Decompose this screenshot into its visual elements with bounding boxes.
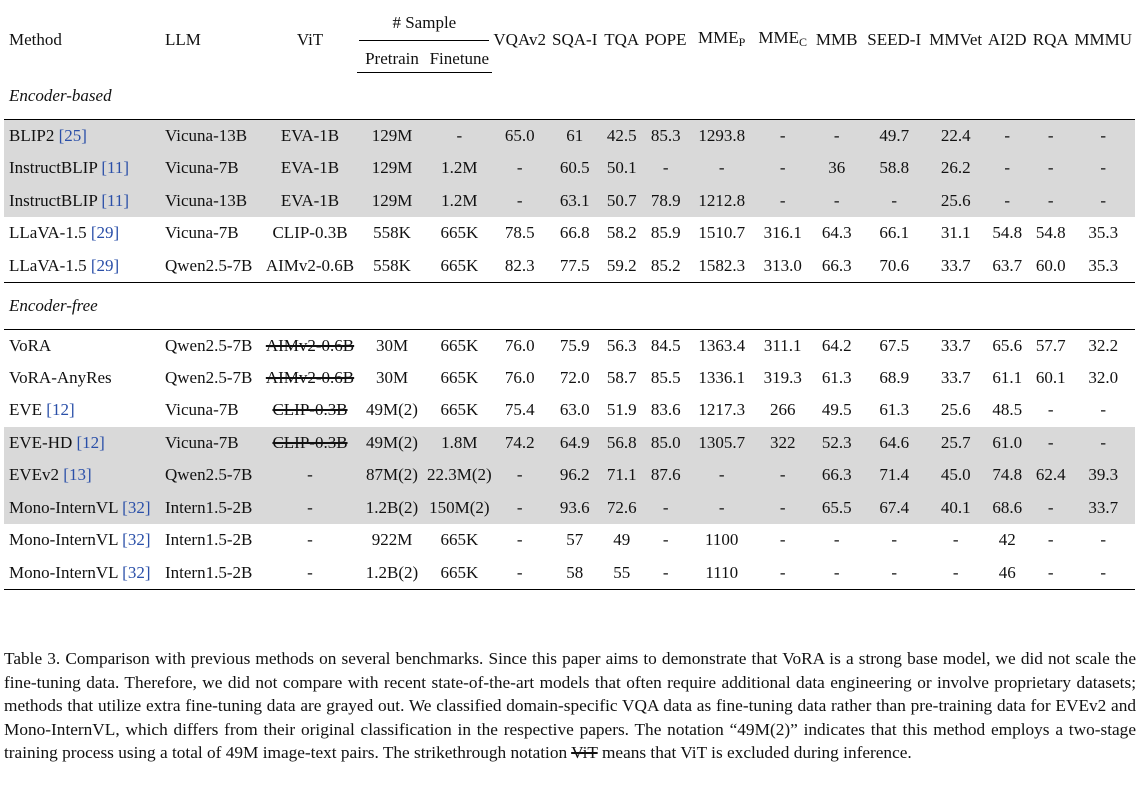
score-cell: - xyxy=(642,557,690,590)
vit-cell xyxy=(263,524,357,557)
pretrain-cell: 922M xyxy=(371,530,413,550)
col-vit: ViT xyxy=(296,30,324,50)
method-cell xyxy=(4,152,160,185)
vit-value: - xyxy=(307,530,313,550)
score-cell: - xyxy=(1047,530,1054,550)
section-encoder-based xyxy=(4,73,1135,120)
score-cell: 82.3 xyxy=(504,255,535,275)
score-cell: 64.6 xyxy=(862,427,927,460)
score-cell: 68.9 xyxy=(879,367,910,387)
score-cell: 33.7 xyxy=(940,255,971,275)
score-cell: 64.3 xyxy=(821,223,852,243)
score-cell: - xyxy=(985,152,1030,185)
citation-link: [25] xyxy=(58,126,87,145)
pretrain-cell: 30M xyxy=(357,329,427,362)
citation-link: [13] xyxy=(63,465,92,485)
score-cell: - xyxy=(985,120,1030,153)
llm-cell: Vicuna-13B xyxy=(160,185,263,218)
score-cell: 49.7 xyxy=(862,120,927,153)
method-name: Mono-InternVL xyxy=(9,562,118,582)
score-cell: 85.0 xyxy=(642,427,690,460)
vit-value: - xyxy=(307,465,313,485)
score-cell: 1582.3 xyxy=(698,255,746,275)
llm-cell: Qwen2.5-7B xyxy=(160,329,263,362)
llm-cell: Vicuna-7B xyxy=(165,223,239,243)
score-cell: 31.1 xyxy=(940,223,971,243)
vit-value: EVA-1B xyxy=(280,190,340,210)
section-label: Encoder-based xyxy=(9,86,112,105)
score-cell: 72.6 xyxy=(602,492,642,525)
score-cell: - xyxy=(1100,400,1107,420)
score-cell: - xyxy=(1100,530,1107,550)
score-cell: 33.7 xyxy=(940,367,971,387)
llm-cell: Qwen2.5-7B xyxy=(165,367,253,387)
score-cell: 42 xyxy=(998,530,1016,550)
score-cell: 66.3 xyxy=(812,459,862,492)
score-cell: - xyxy=(812,185,862,218)
method-cell xyxy=(4,459,160,492)
vit-cell xyxy=(263,394,357,427)
table-row xyxy=(4,152,1135,185)
score-cell: - xyxy=(1072,120,1135,153)
score-cell: 96.2 xyxy=(548,459,602,492)
score-cell: 64.9 xyxy=(548,427,602,460)
score-cell: 60.0 xyxy=(1035,255,1066,275)
llm-cell: Qwen2.5-7B xyxy=(165,255,253,275)
finetune-cell: 665K xyxy=(440,255,479,275)
score-cell: 25.7 xyxy=(927,427,985,460)
method-cell xyxy=(4,329,160,362)
method-cell xyxy=(4,185,160,218)
pretrain-cell: 558K xyxy=(373,255,411,275)
score-cell: 1336.1 xyxy=(698,367,746,387)
score-cell: 46 xyxy=(985,557,1030,590)
col-llm: LLM xyxy=(165,30,201,50)
score-cell: 316.1 xyxy=(763,223,802,243)
score-cell: - xyxy=(891,530,898,550)
finetune-cell: 150M(2) xyxy=(427,492,492,525)
method-name: LLaVA-1.5 xyxy=(9,223,87,243)
method-name: EVEv2 xyxy=(9,465,60,485)
score-cell: 76.0 xyxy=(504,367,535,387)
score-cell: - xyxy=(927,557,985,590)
score-cell: 58.8 xyxy=(862,152,927,185)
score-cell: 311.1 xyxy=(754,329,812,362)
score-cell: - xyxy=(779,530,786,550)
finetune-cell: 1.8M xyxy=(427,427,492,460)
score-cell: 54.8 xyxy=(992,223,1023,243)
finetune-cell: 1.2M xyxy=(427,185,492,218)
score-cell: 83.6 xyxy=(650,400,681,420)
col-rqa: RQA xyxy=(1032,30,1069,50)
pretrain-cell: 1.2B(2) xyxy=(357,492,427,525)
score-cell: 50.1 xyxy=(602,152,642,185)
score-cell: 63.0 xyxy=(559,400,590,420)
score-cell: 85.2 xyxy=(650,255,681,275)
col-pope: POPE xyxy=(644,30,687,50)
vit-cell xyxy=(263,120,357,153)
score-cell: 85.5 xyxy=(650,367,681,387)
score-cell: - xyxy=(754,557,812,590)
score-cell: 45.0 xyxy=(927,459,985,492)
method-cell xyxy=(4,217,160,250)
table-row xyxy=(4,557,1135,590)
col-mme-p: $MME_P$ xyxy=(698,28,746,50)
method-name: LLaVA-1.5 xyxy=(9,255,87,275)
vit-value: EVA-1B xyxy=(280,126,340,145)
score-cell: 84.5 xyxy=(642,329,690,362)
score-cell: - xyxy=(812,120,862,153)
score-cell: 71.4 xyxy=(862,459,927,492)
score-cell: - xyxy=(690,492,754,525)
finetune-cell: 665K xyxy=(440,223,479,243)
table-row xyxy=(4,329,1135,362)
score-cell: 1510.7 xyxy=(698,223,746,243)
score-cell: 61.1 xyxy=(992,367,1023,387)
vit-value: CLIP-0.3B xyxy=(272,432,348,452)
score-cell: - xyxy=(642,152,690,185)
score-cell: - xyxy=(1030,152,1072,185)
score-cell: 33.7 xyxy=(927,329,985,362)
score-cell: 35.3 xyxy=(1088,255,1119,275)
score-cell: - xyxy=(662,530,669,550)
score-cell: 49.5 xyxy=(821,400,852,420)
table-caption xyxy=(4,647,1136,765)
citation-link: [29] xyxy=(90,255,120,275)
vit-cell xyxy=(263,152,357,185)
score-cell: 75.4 xyxy=(504,400,535,420)
method-name: Mono-InternVL xyxy=(9,497,118,517)
score-cell: 42.5 xyxy=(602,120,642,153)
col-mme-c: $MME_C$ xyxy=(758,28,808,50)
score-cell: 60.5 xyxy=(548,152,602,185)
llm-cell: Intern1.5-2B xyxy=(160,492,263,525)
pretrain-cell: 129M xyxy=(357,120,427,153)
score-cell: 1293.8 xyxy=(690,120,754,153)
col-method: Method xyxy=(9,30,62,50)
pretrain-cell: 558K xyxy=(373,223,411,243)
method-name: VoRA xyxy=(9,335,52,355)
llm-cell: Qwen2.5-7B xyxy=(160,459,263,492)
score-cell: 62.4 xyxy=(1030,459,1072,492)
score-cell: 36 xyxy=(812,152,862,185)
score-cell: - xyxy=(833,530,840,550)
score-cell: 1110 xyxy=(690,557,754,590)
score-cell: 58 xyxy=(548,557,602,590)
score-cell: - xyxy=(1072,152,1135,185)
method-name: EVE xyxy=(9,400,43,420)
llm-cell: Vicuna-7B xyxy=(160,152,263,185)
score-cell: 25.6 xyxy=(940,400,971,420)
col-mmvet: MMVet xyxy=(929,30,983,50)
score-cell: 66.1 xyxy=(879,223,910,243)
score-cell: 60.1 xyxy=(1035,367,1066,387)
pretrain-cell: 129M xyxy=(357,185,427,218)
pretrain-cell: 1.2B(2) xyxy=(357,557,427,590)
score-cell: 57.7 xyxy=(1030,329,1072,362)
vit-cell xyxy=(263,492,357,525)
score-cell: 85.3 xyxy=(642,120,690,153)
method-name: InstructBLIP xyxy=(9,190,98,210)
pretrain-cell: 49M(2) xyxy=(357,427,427,460)
vit-value: AIMv2-0.6B xyxy=(265,255,355,275)
score-cell: 76.0 xyxy=(492,329,548,362)
score-cell: 65.6 xyxy=(985,329,1030,362)
vit-cell xyxy=(263,217,357,250)
method-name: BLIP2 xyxy=(9,126,55,145)
citation-link: [32] xyxy=(122,562,151,582)
finetune-cell: 665K xyxy=(440,530,479,550)
col-finetune: Finetune xyxy=(427,45,492,73)
citation-link: [32] xyxy=(122,497,151,517)
col-pretrain: Pretrain xyxy=(357,45,427,73)
score-cell: 266 xyxy=(769,400,796,420)
finetune-cell: 1.2M xyxy=(427,152,492,185)
score-cell: 78.9 xyxy=(642,185,690,218)
vit-value: CLIP-0.3B xyxy=(272,400,348,420)
pretrain-cell: 87M(2) xyxy=(357,459,427,492)
method-name: EVE-HD xyxy=(9,432,73,452)
score-cell: 65.5 xyxy=(812,492,862,525)
method-cell xyxy=(4,250,160,283)
table-row xyxy=(4,250,1135,283)
method-cell xyxy=(4,524,160,557)
citation-link: [11] xyxy=(101,158,130,178)
col-mmmu: MMMU xyxy=(1074,30,1133,50)
score-cell: 61 xyxy=(548,120,602,153)
score-cell: 74.2 xyxy=(492,427,548,460)
method-cell xyxy=(4,557,160,590)
llm-cell: Intern1.5-2B xyxy=(160,557,263,590)
caption-text: Table 3. Comparison with previous methods on several benchmarks. Since this paper aims to demonstrate that VoRA is a strong base model, we did not scale the fine-tuning data. Therefore, we did not compare with recent state-of-the-art models that often require additional data engineering or involve proprietary datasets; methods that utilize extra fine-tuning data are grayed out. We classified domain-specific VQA data as fine-tuning data rather than pre-training data for EVEv2 and Mono-InternVL, which differs from their original classification in the respective papers. The notation “49M(2)” indicates that this method employs a two-stage training process using a total of 49M image-text pairs. The strikethrough notation xyxy=(4,649,1136,762)
score-cell: - xyxy=(1030,185,1072,218)
method-cell xyxy=(4,492,160,525)
finetune-cell: 665K xyxy=(440,367,479,387)
score-cell: 50.7 xyxy=(602,185,642,218)
score-cell: - xyxy=(952,530,959,550)
score-cell: 58.2 xyxy=(606,223,637,243)
col-vqav2: VQAv2 xyxy=(493,30,546,50)
score-cell: - xyxy=(1047,400,1054,420)
vit-value: EVA-1B xyxy=(280,158,340,178)
score-cell: 75.9 xyxy=(548,329,602,362)
table-row xyxy=(4,394,1135,427)
score-cell: 70.6 xyxy=(879,255,910,275)
score-cell: 61.3 xyxy=(879,400,910,420)
section-encoder-free xyxy=(4,282,1135,329)
citation-link: [12] xyxy=(76,432,105,452)
finetune-cell: 22.3M(2) xyxy=(427,459,492,492)
llm-cell: Vicuna-13B xyxy=(160,120,263,153)
score-cell: 313.0 xyxy=(763,255,802,275)
score-cell: 85.9 xyxy=(650,223,681,243)
score-cell: - xyxy=(1030,557,1072,590)
table-row xyxy=(4,185,1135,218)
benchmark-table xyxy=(4,8,1135,590)
score-cell: 48.5 xyxy=(992,400,1023,420)
pretrain-cell: 30M xyxy=(375,367,409,387)
vit-value: AIMv2-0.6B xyxy=(265,335,355,355)
score-cell: 67.5 xyxy=(862,329,927,362)
score-cell: 32.2 xyxy=(1072,329,1135,362)
score-cell: 72.0 xyxy=(559,367,590,387)
vit-value: - xyxy=(307,562,313,582)
score-cell: 55 xyxy=(602,557,642,590)
score-cell: - xyxy=(516,530,523,550)
score-cell: 51.9 xyxy=(606,400,637,420)
score-cell: - xyxy=(492,557,548,590)
llm-cell: Vicuna-7B xyxy=(160,427,263,460)
score-cell: 74.8 xyxy=(985,459,1030,492)
score-cell: 56.3 xyxy=(602,329,642,362)
score-cell: - xyxy=(1072,557,1135,590)
score-cell: - xyxy=(492,152,548,185)
score-cell: - xyxy=(690,152,754,185)
table-row xyxy=(4,492,1135,525)
citation-link: [29] xyxy=(90,223,120,243)
table-row xyxy=(4,459,1135,492)
table-row xyxy=(4,120,1135,153)
score-cell: 1217.3 xyxy=(698,400,746,420)
finetune-cell: - xyxy=(427,120,492,153)
score-cell: - xyxy=(492,492,548,525)
score-cell: 33.7 xyxy=(1072,492,1135,525)
score-cell: 63.7 xyxy=(992,255,1023,275)
method-name: Mono-InternVL xyxy=(9,530,118,550)
score-cell: - xyxy=(754,185,812,218)
vit-value: CLIP-0.3B xyxy=(272,223,348,243)
citation-link: [32] xyxy=(122,530,151,550)
vit-value: AIMv2-0.6B xyxy=(265,367,355,387)
score-cell: 68.6 xyxy=(985,492,1030,525)
score-cell: 65.0 xyxy=(492,120,548,153)
score-cell: 93.6 xyxy=(548,492,602,525)
score-cell: 57 xyxy=(566,530,584,550)
score-cell: - xyxy=(985,185,1030,218)
score-cell: 39.3 xyxy=(1072,459,1135,492)
col-sqa-i: SQA-I xyxy=(552,30,598,50)
score-cell: 40.1 xyxy=(927,492,985,525)
score-cell: - xyxy=(1030,492,1072,525)
score-cell: 35.3 xyxy=(1088,223,1119,243)
score-cell: 1305.7 xyxy=(690,427,754,460)
vit-cell xyxy=(263,362,357,395)
score-cell: 67.4 xyxy=(862,492,927,525)
score-cell: 71.1 xyxy=(602,459,642,492)
vit-cell xyxy=(263,557,357,590)
vit-cell xyxy=(263,185,357,218)
score-cell: 1100 xyxy=(705,530,739,550)
vit-cell xyxy=(263,427,357,460)
col-sample-group: # Sample xyxy=(357,8,492,45)
score-cell: 319.3 xyxy=(763,367,802,387)
col-mmb: MMB xyxy=(815,30,858,50)
score-cell: 61.3 xyxy=(821,367,852,387)
table-row xyxy=(4,427,1135,460)
citation-link: [12] xyxy=(46,400,75,420)
table-row xyxy=(4,524,1135,557)
score-cell: - xyxy=(1072,427,1135,460)
score-cell: 32.0 xyxy=(1088,367,1119,387)
method-cell xyxy=(4,427,160,460)
method-cell xyxy=(4,362,160,395)
score-cell: - xyxy=(862,557,927,590)
table-row xyxy=(4,217,1135,250)
vit-value: - xyxy=(307,497,313,517)
method-name: VoRA-AnyRes xyxy=(9,367,112,387)
score-cell: 54.8 xyxy=(1035,223,1066,243)
vit-cell xyxy=(263,329,357,362)
score-cell: 56.8 xyxy=(602,427,642,460)
score-cell: - xyxy=(862,185,927,218)
score-cell: - xyxy=(754,459,812,492)
score-cell: 61.0 xyxy=(985,427,1030,460)
score-cell: - xyxy=(492,459,548,492)
score-cell: 66.8 xyxy=(559,223,590,243)
table-row xyxy=(4,362,1135,395)
citation-link: [11] xyxy=(101,190,130,210)
score-cell: - xyxy=(1072,185,1135,218)
score-cell: - xyxy=(642,492,690,525)
caption-strike-word: ViT xyxy=(571,743,598,762)
finetune-cell: 665K xyxy=(427,329,492,362)
score-cell: - xyxy=(1030,427,1072,460)
score-cell: 49 xyxy=(613,530,631,550)
col-ai2d: AI2D xyxy=(987,30,1027,50)
score-cell: 78.5 xyxy=(504,223,535,243)
col-tqa: TQA xyxy=(604,30,640,50)
llm-cell: Vicuna-7B xyxy=(165,400,239,420)
score-cell: 64.2 xyxy=(812,329,862,362)
score-cell: 1212.8 xyxy=(690,185,754,218)
header-row xyxy=(4,8,1135,45)
score-cell: 22.4 xyxy=(927,120,985,153)
score-cell: 1363.4 xyxy=(690,329,754,362)
score-cell: - xyxy=(754,492,812,525)
score-cell: 66.3 xyxy=(821,255,852,275)
score-cell: - xyxy=(754,120,812,153)
score-cell: - xyxy=(812,557,862,590)
pretrain-cell: 129M xyxy=(357,152,427,185)
vit-cell xyxy=(263,250,357,283)
score-cell: 59.2 xyxy=(606,255,637,275)
score-cell: 52.3 xyxy=(812,427,862,460)
finetune-cell: 665K xyxy=(427,557,492,590)
method-cell xyxy=(4,394,160,427)
method-name: InstructBLIP xyxy=(9,158,98,178)
finetune-cell: 665K xyxy=(440,400,479,420)
score-cell: 63.1 xyxy=(548,185,602,218)
score-cell: 322 xyxy=(754,427,812,460)
col-seed-i: SEED-I xyxy=(867,30,922,50)
score-cell: - xyxy=(690,459,754,492)
vit-cell xyxy=(263,459,357,492)
pretrain-cell: 49M(2) xyxy=(366,400,418,420)
section-label: Encoder-free xyxy=(4,282,1135,329)
score-cell: 25.6 xyxy=(927,185,985,218)
score-cell: - xyxy=(492,185,548,218)
caption-text-end: means that ViT is excluded during inference. xyxy=(597,743,912,762)
score-cell: 26.2 xyxy=(927,152,985,185)
llm-cell: Intern1.5-2B xyxy=(165,530,253,550)
score-cell: - xyxy=(754,152,812,185)
score-cell: 77.5 xyxy=(559,255,590,275)
score-cell: 58.7 xyxy=(606,367,637,387)
method-cell xyxy=(4,120,160,153)
score-cell: - xyxy=(1030,120,1072,153)
score-cell: 87.6 xyxy=(642,459,690,492)
